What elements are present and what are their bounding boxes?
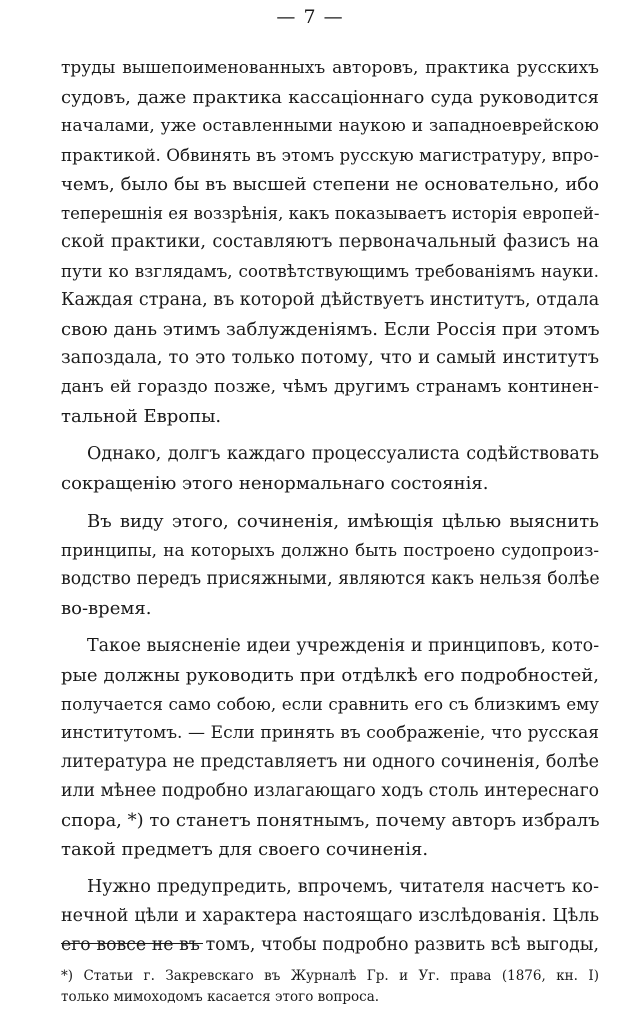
text-line: теперешнія ея воззрѣнія, какъ показываетъ исторія европей- (61, 204, 600, 223)
text-line: или мѣнее подробно излагающаго ходъ столь интереснаго (61, 781, 599, 801)
page-number: — 7 — (276, 6, 344, 28)
text-line: водство передъ присяжными, являются какъ нельзя болѣе (61, 569, 600, 589)
text-line: Нужно предупредить, впрочемъ, читателя насчетъ ко- (87, 877, 599, 897)
text-line: ской практики, составляютъ первоначальный фазисъ на (61, 232, 599, 252)
text-line: Въ виду этого, сочиненія, имѣющія цѣлью выяснить (87, 511, 599, 532)
footnote-line: *) Статьи г. Закревскаго въ Журналѣ Гр. и Уг. права (1876, кн. I) (61, 968, 599, 984)
text-line: сокращенію этого ненормальнаго состоянія. (61, 473, 489, 494)
text-line: запоздала, то это только потому, что и самый институтъ (61, 348, 599, 368)
text-line: во-время. (61, 598, 152, 619)
text-line: чемъ, было бы въ высшей степени не основательно, ибо (61, 174, 599, 195)
text-line: принципы, на которыхъ должно быть построено судопроиз- (61, 540, 599, 560)
text-line: институтомъ. — Если принять въ соображеніе, что русская (61, 723, 599, 743)
text-line: литература не представляетъ ни одного сочиненія, болѣе (61, 752, 599, 772)
text-line: нечной цѣли и характера настоящаго изслѣдованія. Цѣль (61, 906, 599, 926)
footnote (61, 966, 599, 1008)
text-line: свою дань этимъ заблужденіямъ. Если Россія при этомъ (61, 319, 600, 340)
text-line: труды вышепоименованныхъ авторовъ, практика русскихъ (61, 58, 599, 78)
paragraph (61, 873, 599, 960)
body-text (61, 54, 599, 960)
text-line: судовъ, даже практика кассаціоннаго суда руководится (61, 87, 599, 108)
text-line: практикой. Обвинять въ этомъ русскую магистратуру, впро- (61, 145, 599, 165)
paragraph (61, 507, 599, 623)
text-line: спора, *) то станетъ понятнымъ, почему авторъ избралъ (61, 810, 600, 831)
text-line: данъ ей гораздо позже, чѣмъ другимъ странамъ континен- (61, 377, 599, 397)
text-line: его вовсе не въ томъ, чтобы подробно развить всѣ выгоды, (61, 935, 599, 955)
text-line: рые должны руководить при отдѣлкѣ его подробностей, (61, 665, 599, 686)
text-line: Такое выясненіе идеи учрежденія и принциповъ, кото- (87, 636, 600, 656)
footnote-divider (61, 943, 203, 944)
text-line: такой предметъ для своего сочиненія. (61, 839, 429, 860)
text-line: тальной Европы. (61, 406, 222, 427)
footnote-line: только мимоходомъ касается этого вопроса. (61, 989, 380, 1005)
paragraph (61, 440, 599, 498)
text-line: Каждая страна, въ которой дѣйствуетъ институтъ, отдала (61, 290, 600, 310)
text-line: Однако, долгъ каждаго процессуалиста содѣйствовать (87, 444, 599, 464)
text-line: началами, уже оставленными наукою и западноеврейскою (61, 116, 599, 136)
text-line: пути ко взглядамъ, соотвѣтствующимъ требованіямъ науки. (61, 261, 599, 281)
paragraph (61, 54, 599, 431)
text-line: получается само собою, если сравнить его съ близкимъ ему (61, 694, 599, 714)
paragraph (61, 632, 599, 864)
